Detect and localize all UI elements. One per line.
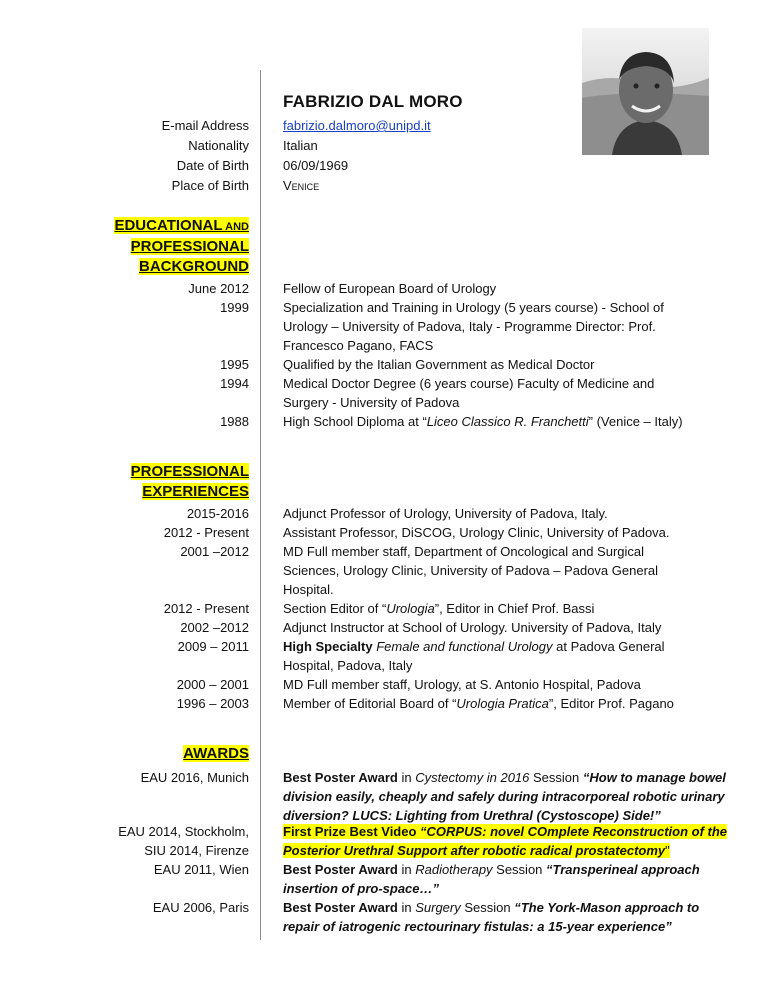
pob-value: Venice	[283, 178, 320, 193]
pob-label: Place of Birth	[171, 178, 249, 193]
edu-date: 1995	[220, 357, 249, 372]
exp-text: High Specialty Female and functional Urology at Padova General Hospital, Padova, Italy	[283, 639, 665, 673]
exp-date: 2009 – 2011	[177, 639, 249, 654]
edu-date: June 2012	[188, 281, 249, 296]
edu-text: Fellow of European Board of Urology	[283, 281, 497, 296]
experience-heading-line1: PROFESSIONAL	[130, 463, 249, 480]
nationality-label: Nationality	[188, 138, 249, 153]
award-text: Best Poster Award in Surgery Session “The York-Mason approach to repair of iatrogenic rectourinary fistulas: a 15-year experience”	[283, 900, 700, 934]
exp-date: 2002 –2012	[180, 620, 249, 635]
vertical-divider	[260, 70, 261, 940]
exp-text: Adjunct Instructor at School of Urology. University of Padova, Italy	[283, 620, 662, 635]
edu-text: Qualified by the Italian Government as Medical Doctor	[283, 357, 595, 372]
exp-text: MD Full member staff, Department of Oncological and Surgical Sciences, Urology Clinic, University of Padova – Padova General Hospital.	[283, 544, 659, 597]
education-heading-line1: EDUCATIONAL AND	[114, 217, 249, 234]
edu-text: Specialization and Training in Urology (5 years course) - School of Urology – University of Padova, Italy - Programme Director: Prof. Francesco Pagano, FACS	[283, 300, 664, 353]
award-date: EAU 2014, Stockholm, SIU 2014, Firenze	[118, 824, 249, 858]
exp-date: 1996 – 2003	[176, 696, 249, 711]
exp-text: Member of Editorial Board of “Urologia Pratica”, Editor Prof. Pagano	[283, 696, 674, 711]
exp-date: 2012 - Present	[163, 525, 249, 540]
dob-value: 06/09/1969	[283, 158, 349, 173]
exp-date: 2012 - Present	[163, 601, 249, 616]
nationality-value: Italian	[283, 138, 318, 153]
portrait-photo	[582, 28, 709, 155]
edu-date: 1994	[220, 376, 249, 391]
exp-text: Section Editor of “Urologia”, Editor in Chief Prof. Bassi	[283, 601, 595, 616]
experience-heading	[131, 462, 249, 502]
exp-date: 2000 – 2001	[176, 677, 249, 692]
exp-date: 2001 –2012	[180, 544, 249, 559]
exp-date: 2015-2016	[186, 506, 249, 521]
education-heading-line2: PROFESSIONAL	[130, 238, 249, 255]
award-date: EAU 2011, Wien	[153, 862, 249, 877]
candidate-name: FABRIZIO DAL MORO	[283, 92, 463, 111]
award-date: EAU 2016, Munich	[140, 770, 249, 785]
education-heading-line3: BACKGROUND	[139, 258, 249, 275]
exp-text: Adjunct Professor of Urology, University of Padova, Italy.	[283, 506, 608, 521]
award-date: EAU 2006, Paris	[152, 900, 249, 915]
email-label: E-mail Address	[161, 118, 249, 133]
education-heading	[114, 216, 249, 277]
edu-date: 1999	[220, 300, 249, 315]
experience-heading-line2: EXPERIENCES	[142, 483, 249, 500]
email-link[interactable]: fabrizio.dalmoro@unipd.it	[283, 118, 431, 133]
edu-date: 1988	[220, 414, 249, 429]
exp-text: MD Full member staff, Urology, at S. Antonio Hospital, Padova	[283, 677, 641, 692]
award-text: Best Poster Award in Radiotherapy Session “Transperineal approach insertion of pro-space…”	[283, 862, 700, 896]
awards-heading: AWARDS	[183, 745, 249, 762]
award-text: First Prize Best Video “CORPUS: novel COmplete Reconstruction of the Posterior Urethral Support after robotic radical prostatectomy"	[283, 824, 728, 858]
edu-text: Medical Doctor Degree (6 years course) Faculty of Medicine and Surgery - University of Padova	[283, 376, 655, 410]
exp-text: Assistant Professor, DiSCOG, Urology Clinic, University of Padova.	[283, 525, 670, 540]
award-text: Best Poster Award in Cystectomy in 2016 Session “How to manage bowel division easily, cheaply and safely during intracorporeal robotic urinary diversion? LUCS: Lighting from Urethral (Cystoscope) Side!”	[283, 770, 726, 823]
dob-label: Date of Birth	[176, 158, 249, 173]
edu-text: High School Diploma at “Liceo Classico R. Franchetti” (Venice – Italy)	[283, 414, 683, 429]
